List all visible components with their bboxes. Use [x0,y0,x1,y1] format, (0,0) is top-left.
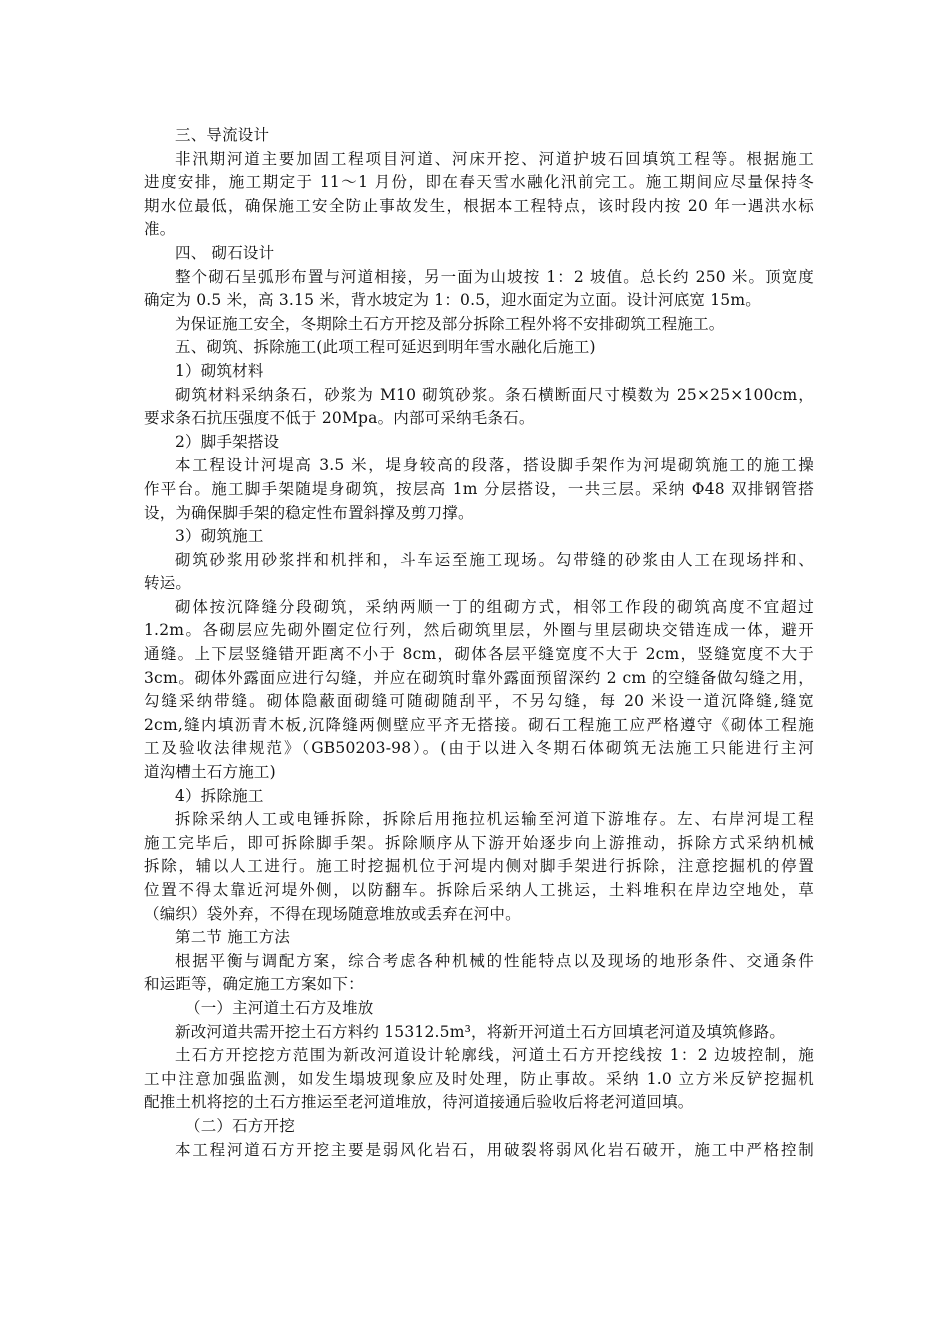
text-line: 要求条石抗压强度不低于 20Mpa。内部可采纳毛条石。 [144,409,535,428]
text-line: 砌体按沉降缝分段砌筑，采纳两顺一丁的组砌方式，相邻工作段的砌筑高度不宜超过 [175,597,814,616]
text-line: 进度安排，施工期定于 11～1 月份，即在春天雪水融化汛前完工。施工期间应尽量保持冬 [144,173,814,192]
text-line: 工中注意加强监测，如发生塌坡现象应及时处理，防止事故。采纳 1.0 立方米反铲挖掘机 [144,1069,814,1088]
text-line: 土石方开挖挖方范围为新改河道设计轮廓线，河道土石方开挖线按 1：2 边坡控制，施 [175,1046,814,1065]
text-line: 工及验收法律规范》（GB50203-98）。(由于以进入冬期石体砌筑无法施工只能进行主河 [144,739,814,758]
text-line: 整个砌石呈弧形布置与河道相接，另一面为山坡按 1：2 坡值。总长约 250 米。顶宽度 [175,267,814,286]
text-line: 砌筑材料采纳条石，砂浆为 M10 砌筑砂浆。条石横断面尺寸模数为 25×25×100cm， [175,385,814,404]
text-line: （编织）袋外弃，不得在现场随意堆放或丢弃在河中。 [144,904,521,923]
text-line-heading: 4）拆除施工 [175,786,264,805]
text-line: 转运。 [144,574,192,593]
text-line: 位置不得太靠近河堤外侧，以防翻车。拆除后采纳人工挑运，土料堆积在岸边空地处，草 [144,881,814,899]
text-line: 非汛期河道主要加固工程项目河道、河床开挖、河道护坡石回填筑工程等。根据施工 [175,149,814,168]
text-line: 确定为 0.5 米，高 3.15 米，背水坡定为 1：0.5，迎水面定为立面。设计河底宽 15m。 [144,291,761,310]
text-line: 根据平衡与调配方案，综合考虑各种机械的性能特点以及现场的地形条件、交通条件 [175,951,814,970]
text-line: 准。 [144,220,176,239]
text-line: 作平台。施工脚手架随堤身砌筑，按层高 1m 分层搭设，一共三层。采纳 Φ48 双排钢管搭 [144,479,814,498]
text-line-heading: （一）主河道土石方及堆放 [185,998,374,1017]
text-line-heading: 2）脚手架搭设 [175,432,280,451]
text-line-heading: 五、砌筑、拆除施工(此项工程可延迟到明年雪水融化后施工) [175,338,596,357]
text-line: 拆除，辅以人工进行。施工时挖掘机位于河堤内侧对脚手架进行拆除，注意挖掘机的停置 [144,857,814,876]
text-line: 期水位最低，确保施工安全防止事故发生，根据本工程特点，该时段内按 20 年一遇洪水标 [144,196,814,215]
text-line-heading: 三、导流设计 [175,126,270,144]
text-line: 施工完毕后，即可拆除脚手架。拆除顺序从下游开始逐步向上游推动，拆除方式采纳机械 [144,833,814,852]
text-line: 拆除采纳人工或电锤拆除，拆除后用拖拉机运输至河道下游堆存。左、右岸河堤工程 [175,810,814,829]
text-line: 和运距等，确定施工方案如下： [144,975,364,994]
text-line: 本工程设计河堤高 3.5 米，堤身较高的段落，搭设脚手架作为河堤砌筑施工的施工操 [175,456,814,475]
document-page [144,124,814,1162]
text-line: 配推土机将挖的土石方推运至老河道堆放，待河道接通后验收后将老河道回填。 [144,1093,694,1112]
text-line: 设，为确保脚手架的稳定性布置斜撑及剪刀撑。 [144,503,474,522]
text-line: 道沟槽土石方施工) [144,763,276,782]
text-line-heading: 为保证施工安全，冬期除土石方开挖及部分拆除工程外将不安排砌筑工程施工。 [175,314,725,333]
text-line: 砌筑砂浆用砂浆拌和机拌和，斗车运至施工现场。勾带缝的砂浆由人工在现场拌和、 [175,550,814,569]
text-line: 勾缝采纳带缝。砌体隐蔽面砌缝可随砌随刮平，不另勾缝，每 20 米设一道沉降缝,缝宽 [144,692,814,711]
text-line-heading: （二）石方开挖 [185,1116,295,1135]
text-line-heading: 1）砌筑材料 [175,361,264,380]
text-line: 2cm,缝内填沥青木板,沉降缝两侧壁应平齐无搭接。砌石工程施工应严格遵守《砌体工程施 [144,715,814,734]
text-line-heading: 新改河道共需开挖土石方料约 15312.5m³，将新开河道土石方回填老河道及填筑修路。 [175,1022,786,1041]
text-line: 本工程河道石方开挖主要是弱风化岩石，用破裂将弱风化岩石破开，施工中严格控制 [175,1140,814,1159]
text-line-heading: 第二节 施工方法 [175,928,291,947]
text-line: 3cm。砌体外露面应进行勾缝，并应在砌筑时靠外露面预留深约 2 cm 的空缝备做勾缝之用， [144,668,814,687]
text-line-heading: 四、 砌石设计 [175,243,275,262]
text-line: 通缝。上下层竖缝错开距离不小于 8cm，砌体各层平缝宽度不大于 2cm，竖缝宽度不大于 [144,645,814,664]
text-line: 1.2m。各砌层应先砌外圈定位行列，然后砌筑里层，外圈与里层砌块交错连成一体，避开 [144,621,814,640]
text-line-heading: 3）砌筑施工 [175,527,264,546]
